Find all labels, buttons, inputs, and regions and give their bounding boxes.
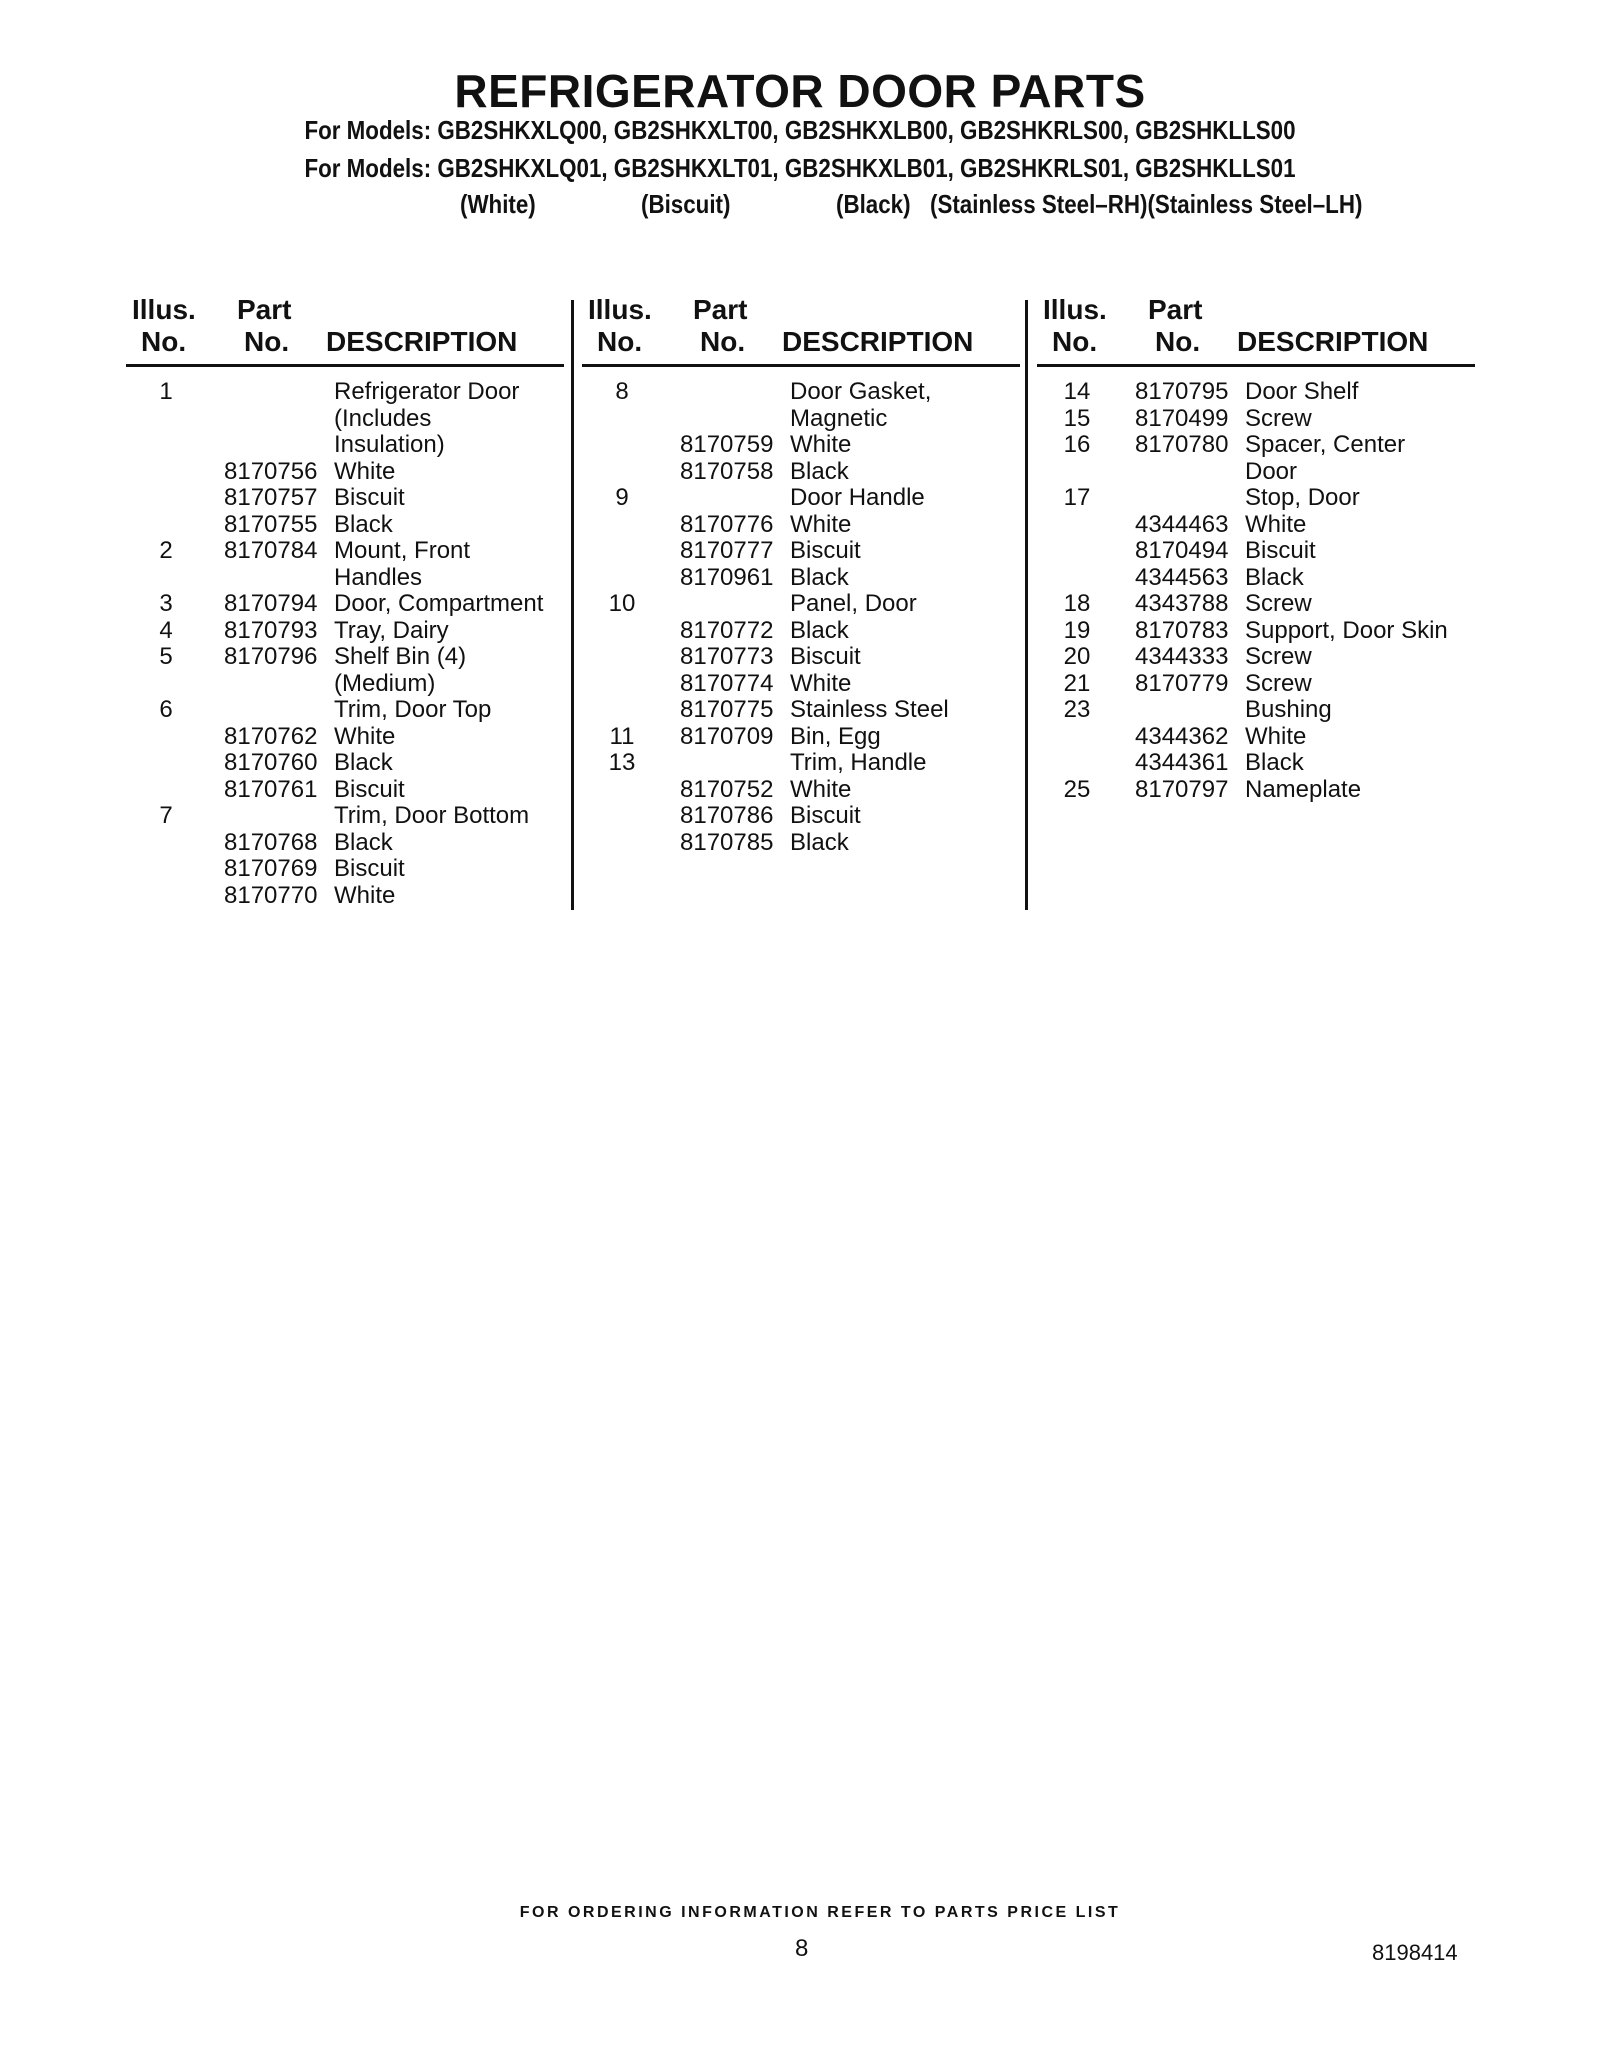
header-part: Part <box>1148 294 1203 325</box>
part-description: Insulation) <box>334 431 445 458</box>
part-description: Black <box>790 563 849 591</box>
table-row <box>126 803 564 830</box>
part-number: 8170783 <box>1135 616 1229 644</box>
color-label-white: (White) <box>460 189 536 219</box>
illus-number: 2 <box>159 537 173 564</box>
part-number: 8170499 <box>1135 404 1229 432</box>
part-number: 8170768 <box>224 828 318 856</box>
part-number: 8170774 <box>680 669 774 697</box>
part-description: (Medium) <box>334 669 436 697</box>
table-row <box>1037 671 1475 698</box>
document-number: 8198414 <box>1372 1940 1458 1965</box>
part-number: 8170772 <box>680 616 774 644</box>
table-row <box>126 379 564 406</box>
table-row <box>1037 644 1475 671</box>
header-part-no: No. <box>700 326 746 357</box>
table-row <box>126 432 564 459</box>
part-number: 8170784 <box>224 537 318 564</box>
header-illus: Illus. <box>1043 294 1107 325</box>
models-line-2: For Models: GB2SHKXLQ01, GB2SHKXLT01, GB2SHKXLB01, GB2SHKRLS01, GB2SHKLLS01 <box>304 153 1296 183</box>
table-row <box>582 432 1020 459</box>
table-row <box>1037 618 1475 645</box>
table-row <box>126 538 564 565</box>
table-row <box>582 830 1020 857</box>
part-description: Screw <box>1245 669 1312 697</box>
part-description: Biscuit <box>334 855 405 882</box>
part-description: Black <box>334 510 393 538</box>
table-row <box>126 512 564 539</box>
ordering-note: FOR ORDERING INFORMATION REFER TO PARTS PRICE LIST <box>519 1904 1121 1921</box>
part-number: 8170761 <box>224 775 318 803</box>
part-description: Door, Compartment <box>334 590 544 617</box>
illus-number: 13 <box>608 749 636 776</box>
table-row <box>126 459 564 486</box>
column-divider <box>571 300 574 910</box>
part-description: Mount, Front <box>334 537 471 564</box>
parts-list <box>582 379 1020 856</box>
part-number: 8170796 <box>224 643 318 670</box>
part-number: 8170769 <box>224 855 318 882</box>
illus-number: 15 <box>1063 404 1091 432</box>
table-row <box>1037 591 1475 618</box>
page-number: 8 <box>795 1935 809 1962</box>
table-row <box>126 750 564 777</box>
table-row <box>582 512 1020 539</box>
part-number: 8170755 <box>224 510 318 538</box>
table-row <box>582 803 1020 830</box>
part-number: 8170793 <box>224 616 318 644</box>
header-illus: Illus. <box>588 294 652 325</box>
table-row <box>1037 512 1475 539</box>
part-description: Refrigerator Door <box>334 378 520 405</box>
color-label-biscuit: (Biscuit) <box>641 189 731 219</box>
page-title: REFRIGERATOR DOOR PARTS <box>454 65 1146 117</box>
part-number: 8170779 <box>1135 669 1229 697</box>
table-row <box>582 750 1020 777</box>
part-description: Trim, Door Top <box>334 696 492 723</box>
part-number: 8170759 <box>680 431 774 458</box>
illus-number: 23 <box>1063 696 1091 723</box>
part-number: 4344333 <box>1135 643 1229 670</box>
part-description: Trim, Door Bottom <box>334 802 530 829</box>
column-header <box>582 292 1020 367</box>
part-number: 8170758 <box>680 457 774 485</box>
part-number: 8170780 <box>1135 431 1229 458</box>
table-row <box>1037 406 1475 433</box>
column-divider <box>1025 300 1028 910</box>
part-description: Black <box>790 457 849 485</box>
column-header <box>126 292 564 367</box>
part-number: 8170760 <box>224 749 318 776</box>
table-row <box>582 565 1020 592</box>
part-description: Shelf Bin (4) <box>334 643 467 670</box>
table-row <box>582 591 1020 618</box>
parts-list <box>126 379 564 909</box>
illus-number: 14 <box>1063 378 1091 405</box>
parts-column-3 <box>1037 292 1475 803</box>
part-description: Stop, Door <box>1245 484 1360 511</box>
part-number: 8170757 <box>224 484 318 511</box>
illus-number: 25 <box>1063 775 1091 803</box>
parts-list <box>1037 379 1475 803</box>
table-row <box>126 591 564 618</box>
part-description: Biscuit <box>334 484 405 511</box>
part-description: Biscuit <box>1245 537 1316 564</box>
illus-number: 9 <box>615 484 629 511</box>
part-number: 8170762 <box>224 722 318 750</box>
part-number: 4344362 <box>1135 722 1229 750</box>
part-description: Bin, Egg <box>790 722 881 750</box>
table-row <box>126 565 564 592</box>
part-number: 8170775 <box>680 696 774 723</box>
table-row <box>126 618 564 645</box>
part-description: White <box>790 775 852 803</box>
part-description: (Includes <box>334 404 432 432</box>
illus-number: 8 <box>615 378 629 405</box>
illus-number: 21 <box>1063 669 1091 697</box>
table-row <box>582 485 1020 512</box>
illus-number: 10 <box>608 590 636 617</box>
part-number: 8170494 <box>1135 537 1229 564</box>
part-number: 4344463 <box>1135 510 1229 538</box>
table-row <box>126 883 564 910</box>
table-row <box>126 856 564 883</box>
header-part-no: No. <box>1155 326 1201 357</box>
illus-number: 7 <box>159 802 173 829</box>
part-number: 8170752 <box>680 775 774 803</box>
part-description: White <box>334 722 396 750</box>
table-row <box>582 671 1020 698</box>
table-row <box>582 644 1020 671</box>
models-line-1: For Models: GB2SHKXLQ00, GB2SHKXLT00, GB2SHKXLB00, GB2SHKRLS00, GB2SHKLLS00 <box>304 115 1296 145</box>
part-number: 4343788 <box>1135 590 1229 617</box>
part-description: Screw <box>1245 590 1312 617</box>
table-row <box>582 724 1020 751</box>
table-row <box>582 697 1020 724</box>
illus-number: 18 <box>1063 590 1091 617</box>
table-row <box>1037 485 1475 512</box>
table-row <box>126 671 564 698</box>
part-number: 8170785 <box>680 828 774 856</box>
table-row <box>582 379 1020 406</box>
table-row <box>126 485 564 512</box>
part-number: 8170709 <box>680 722 774 750</box>
table-row <box>1037 565 1475 592</box>
color-label-black: (Black) <box>836 189 911 219</box>
illus-number: 19 <box>1063 616 1091 644</box>
part-number: 8170756 <box>224 457 318 485</box>
part-description: White <box>1245 510 1307 538</box>
header-illus-no: No. <box>1052 326 1098 357</box>
illus-number: 5 <box>159 643 173 670</box>
part-description: Spacer, Center <box>1245 431 1406 458</box>
part-description: White <box>790 669 852 697</box>
part-description: White <box>334 457 396 485</box>
part-description: White <box>334 881 396 909</box>
table-row <box>582 406 1020 433</box>
part-description: Black <box>1245 749 1304 776</box>
part-description: Biscuit <box>790 537 861 564</box>
header-illus-no: No. <box>597 326 643 357</box>
part-description: Door Gasket, <box>790 378 932 405</box>
part-description: Support, Door Skin <box>1245 616 1448 644</box>
parts-column-1 <box>126 292 564 909</box>
table-row <box>582 618 1020 645</box>
part-description: Screw <box>1245 404 1312 432</box>
table-row <box>1037 724 1475 751</box>
part-number: 8170773 <box>680 643 774 670</box>
table-row <box>1037 538 1475 565</box>
part-number: 8170797 <box>1135 775 1229 803</box>
part-description: Biscuit <box>334 775 405 803</box>
part-description: White <box>790 510 852 538</box>
illus-number: 20 <box>1063 643 1091 670</box>
table-row <box>582 459 1020 486</box>
header-part: Part <box>693 294 748 325</box>
table-row <box>1037 379 1475 406</box>
part-description: Door Shelf <box>1245 378 1359 405</box>
header-illus-no: No. <box>141 326 187 357</box>
part-description: Black <box>790 616 849 644</box>
table-row <box>126 644 564 671</box>
part-description: Biscuit <box>790 802 861 829</box>
part-number: 4344361 <box>1135 749 1229 776</box>
part-description: Black <box>334 749 393 776</box>
column-header <box>1037 292 1475 367</box>
table-row <box>1037 777 1475 804</box>
illus-number: 6 <box>159 696 173 723</box>
table-row <box>1037 697 1475 724</box>
part-description: White <box>790 431 852 458</box>
part-description: Trim, Handle <box>790 749 927 776</box>
part-description: Handles <box>334 563 423 591</box>
part-description: Screw <box>1245 643 1312 670</box>
table-row <box>126 777 564 804</box>
part-description: Bushing <box>1245 696 1332 723</box>
header-illus: Illus. <box>132 294 196 325</box>
part-description: Magnetic <box>790 404 888 432</box>
table-row <box>582 777 1020 804</box>
part-number: 8170776 <box>680 510 774 538</box>
part-description: Tray, Dairy <box>334 616 449 644</box>
part-description: Panel, Door <box>790 590 917 617</box>
illus-number: 1 <box>159 378 173 405</box>
part-number: 8170777 <box>680 537 774 564</box>
illus-number: 11 <box>609 722 635 750</box>
header-description: DESCRIPTION <box>326 326 518 357</box>
part-description: White <box>1245 722 1307 750</box>
part-description: Door <box>1245 457 1298 485</box>
part-description: Biscuit <box>790 643 861 670</box>
illus-number: 3 <box>159 590 173 617</box>
table-row <box>1037 750 1475 777</box>
part-description: Black <box>1245 563 1304 591</box>
color-label-stainless: (Stainless Steel–RH)(Stainless Steel–LH) <box>930 189 1363 219</box>
part-number: 8170794 <box>224 590 318 617</box>
part-number: 8170770 <box>224 881 318 909</box>
illus-number: 16 <box>1063 431 1091 458</box>
part-number: 8170795 <box>1135 378 1229 405</box>
part-description: Black <box>790 828 849 856</box>
part-description: Stainless Steel <box>790 696 949 723</box>
illus-number: 4 <box>159 616 173 644</box>
table-row <box>126 697 564 724</box>
part-description: Black <box>334 828 393 856</box>
table-row <box>582 538 1020 565</box>
part-number: 8170786 <box>680 802 774 829</box>
part-number: 8170961 <box>680 563 774 591</box>
header-part: Part <box>237 294 292 325</box>
header-part-no: No. <box>244 326 290 357</box>
part-description: Nameplate <box>1245 775 1362 803</box>
header-description: DESCRIPTION <box>1237 326 1429 357</box>
part-description: Door Handle <box>790 484 925 511</box>
illus-number: 17 <box>1063 484 1091 511</box>
part-number: 4344563 <box>1135 563 1229 591</box>
table-row <box>1037 459 1475 486</box>
table-row <box>1037 432 1475 459</box>
parts-column-2 <box>582 292 1020 856</box>
table-row <box>126 724 564 751</box>
header-description: DESCRIPTION <box>782 326 974 357</box>
table-row <box>126 830 564 857</box>
table-row <box>126 406 564 433</box>
